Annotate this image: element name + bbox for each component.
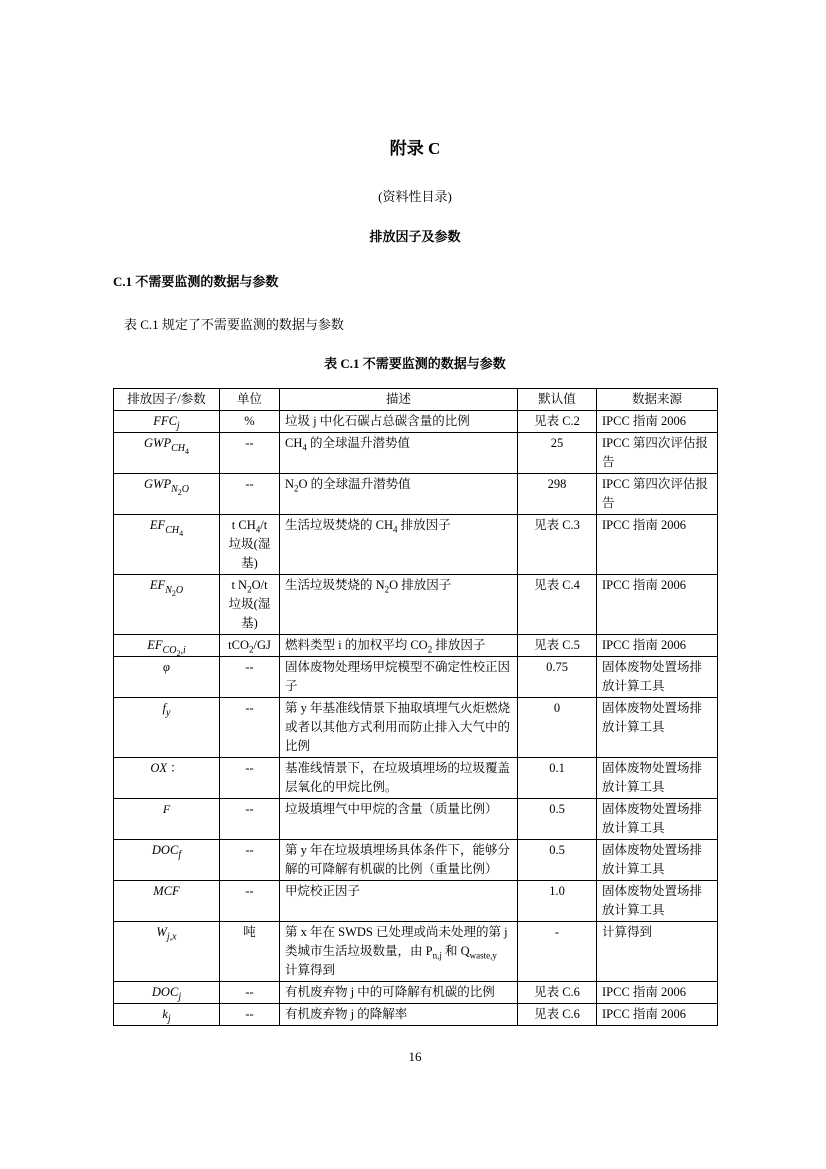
header-data-source: 数据来源 bbox=[597, 389, 718, 411]
param-unit: -- bbox=[220, 474, 280, 515]
param-source: IPCC 指南 2006 bbox=[597, 1004, 718, 1026]
param-source: 固体废物处置场排放计算工具 bbox=[597, 698, 718, 758]
table-header-row bbox=[114, 389, 718, 411]
table-row bbox=[114, 515, 718, 575]
param-unit: t $CH_4/t$ 垃圾(湿基) bbox=[220, 515, 280, 575]
param-unit: 吨 bbox=[220, 922, 280, 982]
param-unit: -- bbox=[220, 982, 280, 1004]
table-row bbox=[114, 635, 718, 657]
param-unit: -- bbox=[220, 1004, 280, 1026]
param-symbol: $DOC_j$ bbox=[114, 982, 220, 1004]
param-description: 第 x 年在 SWDS 已处理或尚未处理的第 j 类城市生活垃圾数量，由 $P_{n,j}$ 和 $Q_{waste,y}$ 计算得到 bbox=[280, 922, 518, 982]
param-description: 垃圾 j 中化石碳占总碳含量的比例 bbox=[280, 411, 518, 433]
param-default: 0.5 bbox=[518, 799, 597, 840]
param-source: 计算得到 bbox=[597, 922, 718, 982]
param-symbol: φ bbox=[114, 657, 220, 698]
param-symbol: $f_y$ bbox=[114, 698, 220, 758]
param-source: IPCC 指南 2006 bbox=[597, 575, 718, 635]
param-description: 燃料类型 i 的加权平均 $CO_2$ 排放因子 bbox=[280, 635, 518, 657]
param-description: 固体废物处理场甲烷模型不确定性校正因子 bbox=[280, 657, 518, 698]
param-unit: -- bbox=[220, 657, 280, 698]
param-description: $CH_4$ 的全球温升潜势值 bbox=[280, 433, 518, 474]
param-default: 0.5 bbox=[518, 840, 597, 881]
param-source: 固体废物处置场排放计算工具 bbox=[597, 758, 718, 799]
param-default: 见表 C.3 bbox=[518, 515, 597, 575]
table-row bbox=[114, 698, 718, 758]
parameters-table bbox=[113, 388, 718, 1026]
appendix-topic: 排放因子及参数 bbox=[369, 229, 461, 244]
param-description: 第 y 年在垃圾填埋场具体条件下，能够分解的可降解有机碳的比例（重量比例） bbox=[280, 840, 518, 881]
table-row bbox=[114, 433, 718, 474]
param-description: 有机废弃物 j 中的可降解有机碳的比例 bbox=[280, 982, 518, 1004]
param-symbol: $EF_{CO_2,i}$ bbox=[114, 635, 220, 657]
param-default: 见表 C.6 bbox=[518, 1004, 597, 1026]
param-source: IPCC 指南 2006 bbox=[597, 982, 718, 1004]
param-unit: % bbox=[220, 411, 280, 433]
table-row bbox=[114, 799, 718, 840]
param-symbol: $GWP_{CH_4}$ bbox=[114, 433, 220, 474]
param-source: IPCC 第四次评估报告 bbox=[597, 474, 718, 515]
header-default-value: 默认值 bbox=[518, 389, 597, 411]
param-description: 垃圾填埋气中甲烷的含量（质量比例） bbox=[280, 799, 518, 840]
param-source: IPCC 指南 2006 bbox=[597, 411, 718, 433]
param-default: 25 bbox=[518, 433, 597, 474]
header-parameter: 排放因子/参数 bbox=[114, 389, 220, 411]
param-symbol: $EF_{N_2O}$ bbox=[114, 575, 220, 635]
header-unit: 单位 bbox=[220, 389, 280, 411]
table-row bbox=[114, 982, 718, 1004]
appendix-title: 附录 C bbox=[389, 139, 441, 158]
param-description: 第 y 年基准线情景下抽取填埋气火炬燃烧或者以其他方式利用而防止排入大气中的比例 bbox=[280, 698, 518, 758]
param-default: 见表 C.5 bbox=[518, 635, 597, 657]
table-row bbox=[114, 575, 718, 635]
appendix-subtitle: (资料性目录) bbox=[378, 189, 452, 204]
param-description: 有机废弃物 j 的降解率 bbox=[280, 1004, 518, 1026]
table-row bbox=[114, 881, 718, 922]
param-description: 基准线情景下，在垃圾填埋场的垃圾覆盖层氧化的甲烷比例。 bbox=[280, 758, 518, 799]
param-description: 生活垃圾焚烧的 $N_2O$ 排放因子 bbox=[280, 575, 518, 635]
param-unit: -- bbox=[220, 698, 280, 758]
param-symbol: $GWP_{N_2O}$ bbox=[114, 474, 220, 515]
param-default: 见表 C.4 bbox=[518, 575, 597, 635]
param-unit: -- bbox=[220, 840, 280, 881]
param-source: 固体废物处置场排放计算工具 bbox=[597, 840, 718, 881]
param-default: 0.1 bbox=[518, 758, 597, 799]
param-source: 固体废物处置场排放计算工具 bbox=[597, 881, 718, 922]
content-area bbox=[113, 0, 717, 1066]
param-default: 见表 C.2 bbox=[518, 411, 597, 433]
table-body bbox=[114, 411, 718, 1026]
param-description: 生活垃圾焚烧的 $CH_4$ 排放因子 bbox=[280, 515, 518, 575]
param-unit: -- bbox=[220, 799, 280, 840]
param-symbol: OX ： bbox=[114, 758, 220, 799]
param-description: $N_2O$ 的全球温升潜势值 bbox=[280, 474, 518, 515]
table-row bbox=[114, 1004, 718, 1026]
param-symbol: MCF bbox=[114, 881, 220, 922]
param-default: 见表 C.6 bbox=[518, 982, 597, 1004]
param-symbol: $DOC_f$ bbox=[114, 840, 220, 881]
intro-paragraph: 表 C.1 规定了不需要监测的数据与参数 bbox=[124, 317, 344, 332]
param-source: 固体废物处置场排放计算工具 bbox=[597, 657, 718, 698]
param-source: IPCC 指南 2006 bbox=[597, 515, 718, 575]
table-row bbox=[114, 758, 718, 799]
table-row bbox=[114, 657, 718, 698]
param-unit: tCO$_2$/GJ bbox=[220, 635, 280, 657]
header-description: 描述 bbox=[280, 389, 518, 411]
table-header bbox=[114, 389, 718, 411]
param-default: 0 bbox=[518, 698, 597, 758]
param-unit: -- bbox=[220, 433, 280, 474]
table-row bbox=[114, 474, 718, 515]
param-source: IPCC 指南 2006 bbox=[597, 635, 718, 657]
param-symbol: $FFC_j$ bbox=[114, 411, 220, 433]
param-source: IPCC 第四次评估报告 bbox=[597, 433, 718, 474]
param-default: 298 bbox=[518, 474, 597, 515]
param-symbol: $W_{j,x}$ bbox=[114, 922, 220, 982]
param-default: 0.75 bbox=[518, 657, 597, 698]
param-description: 甲烷校正因子 bbox=[280, 881, 518, 922]
param-unit: t $N_2O/t$ 垃圾(湿基) bbox=[220, 575, 280, 635]
param-default: 1.0 bbox=[518, 881, 597, 922]
param-symbol: F bbox=[114, 799, 220, 840]
param-unit: -- bbox=[220, 758, 280, 799]
param-source: 固体废物处置场排放计算工具 bbox=[597, 799, 718, 840]
table-row bbox=[114, 840, 718, 881]
table-row bbox=[114, 922, 718, 982]
param-unit: -- bbox=[220, 881, 280, 922]
param-default: - bbox=[518, 922, 597, 982]
param-symbol: $k_j$ bbox=[114, 1004, 220, 1026]
table-caption: 表 C.1 不需要监测的数据与参数 bbox=[324, 356, 506, 371]
table-row bbox=[114, 411, 718, 433]
page-number: 16 bbox=[408, 1049, 422, 1064]
section-heading: C.1 不需要监测的数据与参数 bbox=[113, 274, 279, 289]
param-symbol: $EF_{CH_4}$ bbox=[114, 515, 220, 575]
